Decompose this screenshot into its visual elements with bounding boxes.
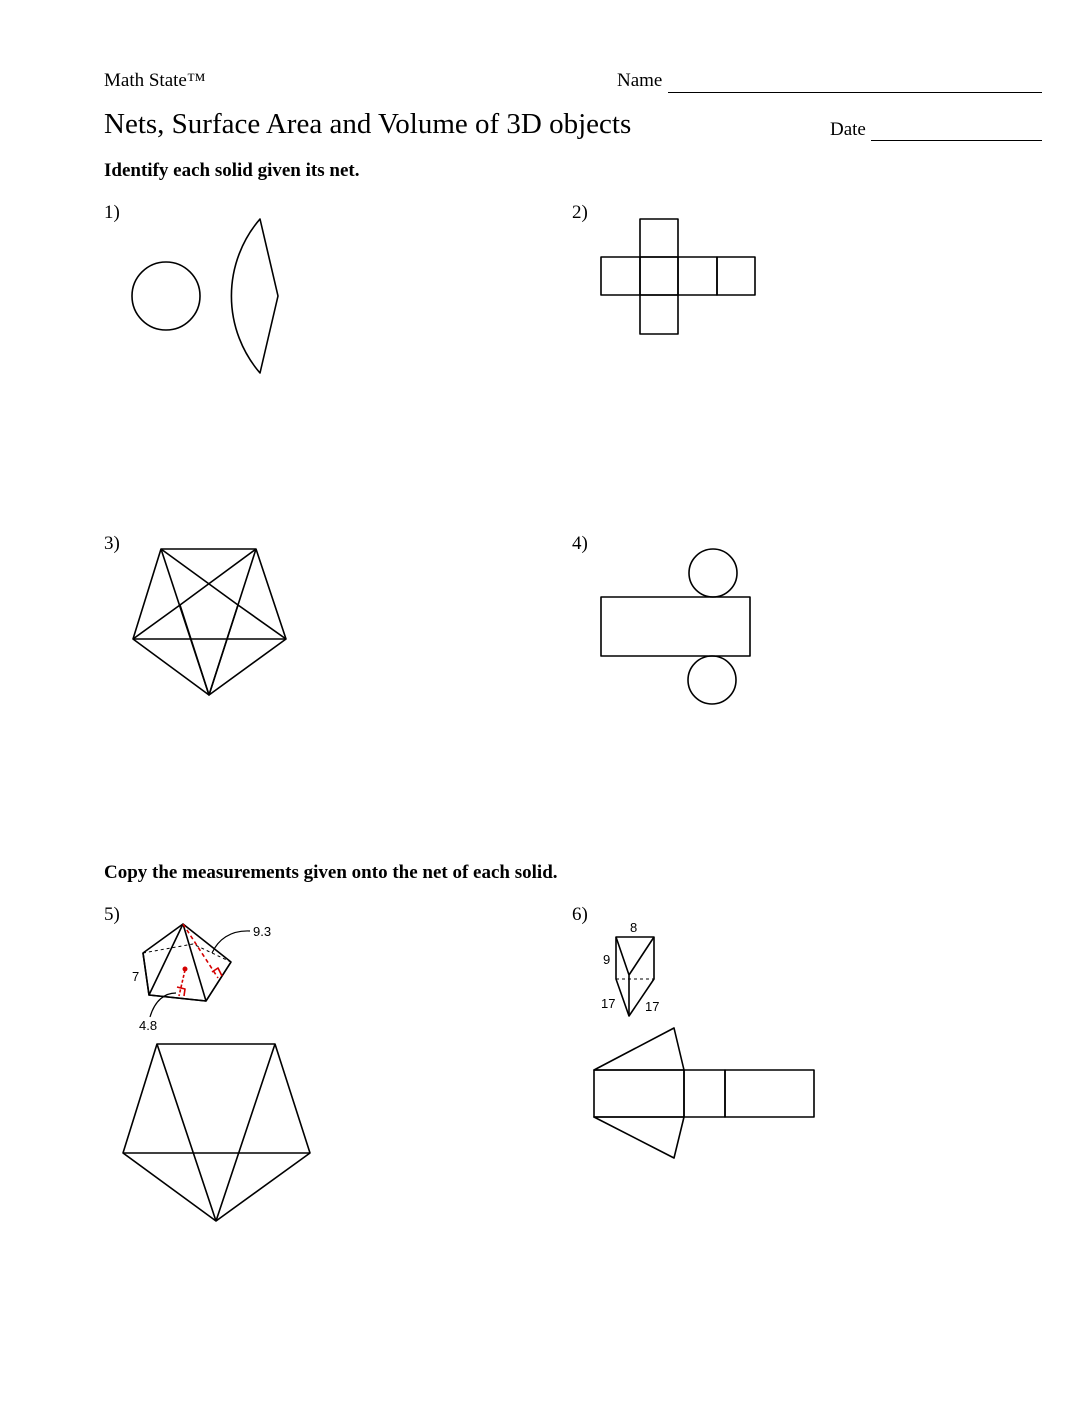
label-prism-top: 8 (630, 920, 638, 935)
cube-face-top (640, 219, 678, 257)
pyramid-solid-figure (132, 924, 271, 1033)
pyramid-hidden-edges (143, 944, 231, 962)
cylinder-net-figure (601, 549, 750, 704)
problem-3-number: 3) (104, 533, 120, 554)
page-title: Nets, Surface Area and Volume of 3D objects (104, 108, 632, 140)
label-slant-height: 9.3 (253, 924, 272, 939)
pyramid-solid-edges (143, 924, 231, 1001)
prism-solid-figure (601, 920, 659, 1016)
cone-net-figure (132, 219, 278, 373)
problem-1-number: 1) (104, 202, 120, 223)
cube-face-bottom (640, 295, 678, 334)
cube-face-far-right (717, 257, 755, 295)
prism-net-top-triangle (594, 1028, 684, 1070)
pyramid-net-5-outline (123, 1044, 310, 1221)
prism-net-bottom-triangle (594, 1117, 684, 1158)
date-label: Date (830, 119, 866, 140)
slant-arrow (212, 931, 250, 953)
name-label: Name (617, 70, 663, 91)
label-prism-left: 9 (603, 952, 611, 967)
label-apothem: 4.8 (139, 1018, 158, 1033)
section1-instruction: Identify each solid given its net. (104, 160, 360, 181)
problem-6-number: 6) (572, 904, 588, 925)
pyramid-net-figure-3 (133, 549, 286, 695)
prism-net-figure (594, 1028, 814, 1158)
apothem-arrow (150, 993, 176, 1017)
cube-face-right (678, 257, 717, 295)
prism-net-face-right (725, 1070, 814, 1117)
prism-net-face-middle (684, 1070, 725, 1117)
label-base-side: 7 (132, 969, 140, 984)
cone-base-circle (132, 262, 200, 330)
brand-label: Math State™ (104, 70, 206, 91)
prism-net-face-left (594, 1070, 684, 1117)
cube-face-center (640, 257, 678, 295)
problem-5-number: 5) (104, 904, 120, 925)
pyramid-net-5-folds (123, 1044, 310, 1221)
problem-4-number: 4) (572, 533, 588, 554)
section2-instruction: Copy the measurements given onto the net of each solid. (104, 862, 558, 883)
label-prism-bottom-left: 17 (601, 996, 616, 1011)
cone-lateral-sector (231, 219, 278, 373)
cylinder-bottom-circle (688, 656, 736, 704)
cylinder-top-circle (689, 549, 737, 597)
cube-net-figure (601, 219, 755, 334)
pyramid-net-figure-5 (123, 1044, 310, 1221)
cylinder-lateral-rect (601, 597, 750, 656)
label-prism-bottom-right: 17 (645, 999, 660, 1014)
problem-2-number: 2) (572, 202, 588, 223)
cube-face-left (601, 257, 640, 295)
